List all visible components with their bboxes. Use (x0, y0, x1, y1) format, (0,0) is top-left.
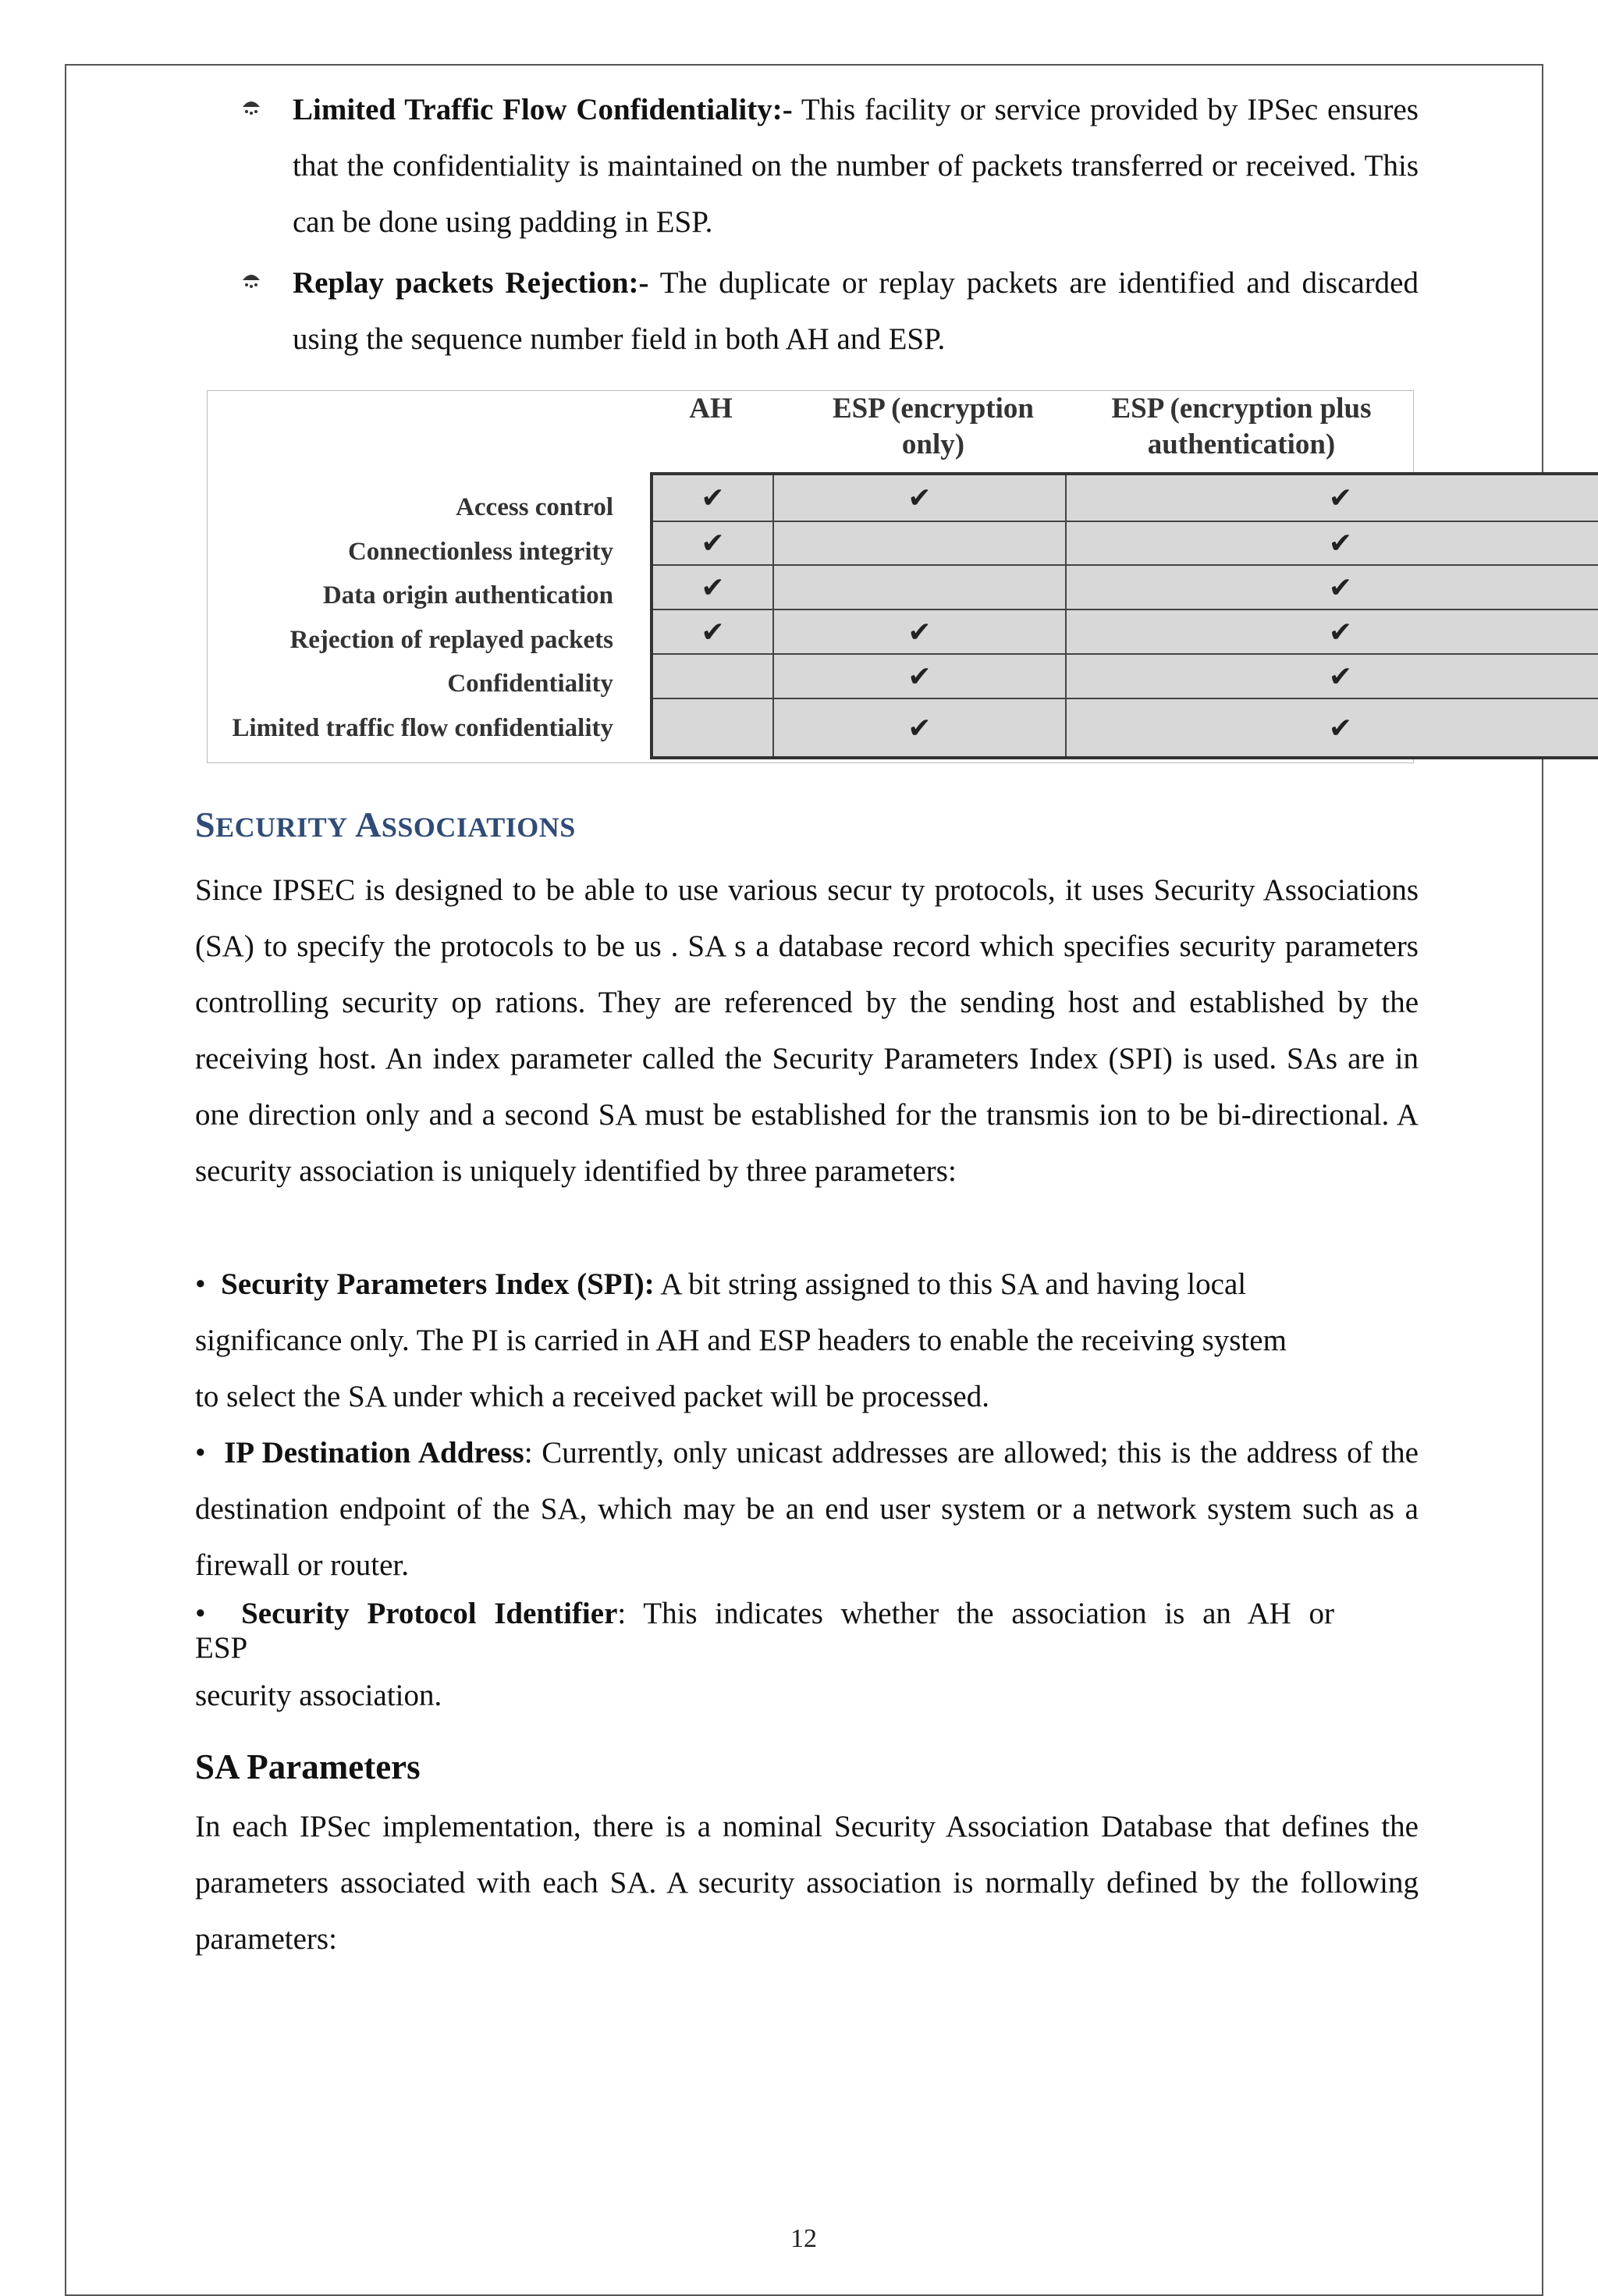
sa-parameters-text: In each IPSec implementation, there is a nominal Security Association Database that defines the parameters associated with each SA. A security association is normally defined by the following parameters: (195, 1810, 1419, 1956)
section-intro: Since IPSEC is designed to be able to use various secur ty protocols, it uses Security Associations (SA) to specify the protocols to be us . SA s a database record which specifies security parameters controlling security op rations. They are referenced by the sending host and established by the receiving host. An index parameter called the Security Parameters Index (SPI) is used. SAs are in one direction only and a second SA must be established for the transmis ion to be bi-directional. A security association is uniquely identified by three parameters: (195, 873, 1419, 1188)
row-label-replay-rejection: Rejection of replayed packets (289, 626, 613, 654)
bullet-term: Limited Traffic Flow Confidentiality (293, 93, 772, 126)
column-header-esp-encryption: ESP (encryption only) (833, 393, 1034, 460)
check-cell: ✔ (1328, 712, 1353, 744)
bullet-text: This facility or service provided by IPSec ensures that the confidentiality is maintained on the number of packets transferred or received. This can be done using padding in ESP. (293, 93, 1419, 239)
umbrella-bullet-icon (241, 269, 261, 290)
item-term: IP Destination Address (224, 1436, 524, 1470)
check-cell: ✔ (1067, 566, 1598, 610)
check-cell: ✔ (653, 566, 774, 610)
umbrella-bullet-icon (241, 96, 261, 116)
page-number: 12 (790, 2224, 817, 2253)
row-label-limited-traffic-flow: Limited traffic flow confidentiality (232, 714, 613, 742)
section-heading: SECURITY ASSOCIATIONS (195, 805, 576, 844)
check-cell (774, 566, 1067, 610)
table-grid (650, 472, 1598, 759)
check-cell: ✔ (653, 522, 774, 566)
bullet-limited-traffic: Limited Traffic Flow Confidentiality:- This facility or service provided by IPSec ensures that the confidentiality is maintained on the number of packets transferred or received. This can be done using padding in ESP. (293, 82, 1419, 251)
check-cell: ✔ (1067, 522, 1598, 566)
check-cell: ✔ (1067, 475, 1598, 522)
check-cell (774, 522, 1067, 566)
item-term: Security Parameters Index (SPI): (221, 1267, 655, 1301)
check-cell: ✔ (1067, 655, 1598, 699)
check-cell (653, 655, 774, 699)
check-cell: ✔ (774, 610, 1067, 655)
row-label-confidentiality: Confidentiality (447, 670, 613, 698)
sa-item-protocol-identifier: • Security Protocol Identifier: This indicates whether the association is an AH or ESP security association. (195, 1597, 1335, 1712)
sa-parameters-heading: SA Parameters (195, 1747, 421, 1786)
column-header-esp-auth: ESP (encryption plus authentication) (1111, 393, 1372, 460)
row-label-access-control: Access control (456, 493, 613, 521)
check-cell: ✔ (653, 475, 774, 522)
bullet-term: Replay packets Rejection (293, 266, 629, 300)
row-label-data-origin-auth: Data origin authentication (322, 581, 613, 610)
row-label-connectionless-integrity: Connectionless integrity (347, 538, 613, 566)
check-cell: ✔ (774, 655, 1067, 699)
item-term: Security Protocol Identifier (241, 1597, 618, 1630)
check-cell: ✔ (774, 475, 1067, 522)
sa-item-ip-destination: • IP Destination Address: Currently, only unicast addresses are allowed; this is the address of the destination endpoint of the SA, which may be an end user system or a network system such as a firewall or router. (195, 1436, 1419, 1582)
check-cell: ✔ (1067, 610, 1598, 655)
check-cell: ✔ (653, 610, 774, 655)
sa-item-spi: • Security Parameters Index (SPI): A bit string assigned to this SA and having local significance only. The PI is carried in AH and ESP headers to enable the receiving system to select the SA under which a received packet will be processed. (195, 1267, 1287, 1413)
bullet-replay-rejection: Replay packets Rejection:- The duplicate or replay packets are identified and discarded using the sequence number field in both AH and ESP. (293, 255, 1419, 368)
bullet-text: The duplicate or replay packets are identified and discarded using the sequence number field in both AH and ESP. (293, 266, 1419, 356)
ipsec-services-table (207, 390, 1414, 763)
check-cell: ✔ (774, 699, 1067, 756)
check-cell (653, 699, 774, 756)
column-header-ah: AH (689, 393, 733, 425)
